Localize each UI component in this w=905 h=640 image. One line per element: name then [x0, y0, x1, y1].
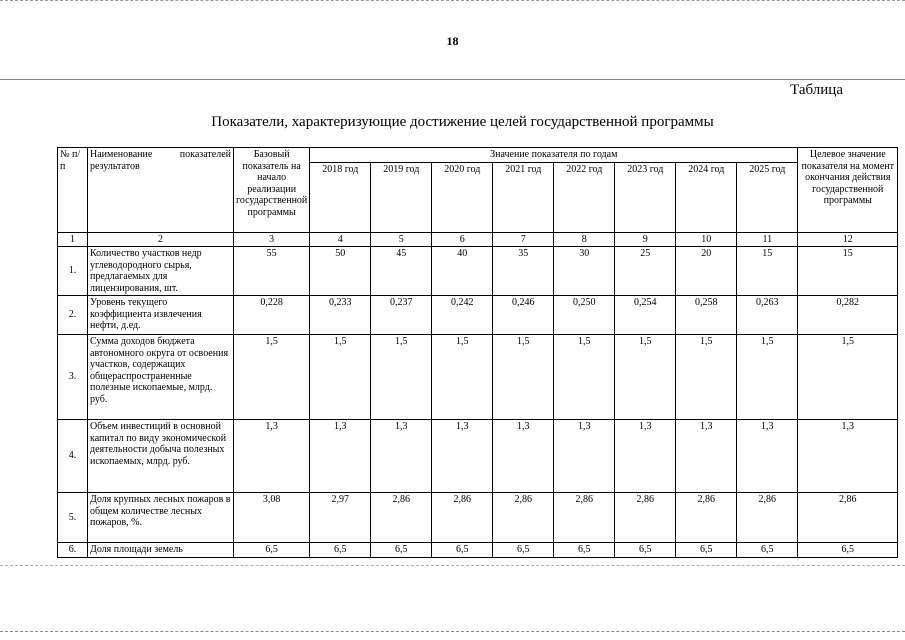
- header-name: Наименование показателей результатов: [88, 148, 234, 233]
- year-value: 0,258: [676, 296, 737, 335]
- row-number: 1.: [58, 247, 88, 296]
- header-row: [58, 148, 898, 163]
- year-value: 2,86: [371, 493, 432, 543]
- year-value: 45: [371, 247, 432, 296]
- year-value: 30: [554, 247, 615, 296]
- target-value: 1,5: [798, 335, 898, 420]
- table-row: [58, 420, 898, 493]
- year-value: 2,86: [676, 493, 737, 543]
- indicator-name: Уровень текущего коэффициента извлечения нефти, д.ед.: [88, 296, 234, 335]
- year-value: 1,5: [615, 335, 676, 420]
- year-value: 1,5: [310, 335, 371, 420]
- table-row: [58, 247, 898, 296]
- year-value: 1,3: [737, 420, 798, 493]
- year-value: 0,242: [432, 296, 493, 335]
- year-value: 0,254: [615, 296, 676, 335]
- row-number: 4.: [58, 420, 88, 493]
- indicator-name: Доля крупных лесных пожаров в общем количестве лесных пожаров, %.: [88, 493, 234, 543]
- year-value: 6,5: [310, 543, 371, 558]
- header-years-group: Значение показателя по годам: [310, 148, 798, 163]
- year-value: 2,86: [493, 493, 554, 543]
- indicator-name: Объем инвестиций в основной капитал по виду экономической деятельности добыча полезных ископаемых, млрд. руб.: [88, 420, 234, 493]
- year-value: 35: [493, 247, 554, 296]
- target-value: 6,5: [798, 543, 898, 558]
- indicator-name: Доля площади земель: [88, 543, 234, 558]
- year-value: 1,3: [615, 420, 676, 493]
- year-value: 0,250: [554, 296, 615, 335]
- column-number: 8: [554, 232, 615, 247]
- year-value: 1,5: [676, 335, 737, 420]
- year-value: 15: [737, 247, 798, 296]
- header-target: Целевое значение показателя на момент окончания действия государственной программы: [798, 148, 898, 233]
- year-value: 1,5: [554, 335, 615, 420]
- year-value: 1,3: [554, 420, 615, 493]
- header-year: 2025 год: [737, 162, 798, 232]
- year-value: 2,86: [737, 493, 798, 543]
- column-number: 3: [234, 232, 310, 247]
- base-value: 1,5: [234, 335, 310, 420]
- top-page-edge: [0, 0, 905, 1]
- table-row: [58, 296, 898, 335]
- year-value: 2,86: [554, 493, 615, 543]
- header-base: Базовый показатель на начало реализации государственной программы: [234, 148, 310, 233]
- year-value: 1,3: [310, 420, 371, 493]
- table-title: Показатели, характеризующие достижение целей государственной программы: [211, 114, 714, 130]
- header-year: 2018 год: [310, 162, 371, 232]
- year-value: 0,246: [493, 296, 554, 335]
- year-value: 0,233: [310, 296, 371, 335]
- base-value: 55: [234, 247, 310, 296]
- year-value: 1,5: [432, 335, 493, 420]
- year-value: 2,86: [432, 493, 493, 543]
- header-year: 2023 год: [615, 162, 676, 232]
- header-year: 2021 год: [493, 162, 554, 232]
- base-value: 0,228: [234, 296, 310, 335]
- column-number: 9: [615, 232, 676, 247]
- year-value: 50: [310, 247, 371, 296]
- year-value: 1,5: [737, 335, 798, 420]
- year-value: 6,5: [737, 543, 798, 558]
- year-value: 6,5: [432, 543, 493, 558]
- row-number: 5.: [58, 493, 88, 543]
- header-year: 2019 год: [371, 162, 432, 232]
- year-value: 1,3: [371, 420, 432, 493]
- header-year: 2024 год: [676, 162, 737, 232]
- indicator-name: Сумма доходов бюджета автономного округа от освоения участков, содержащих общераспространенные полезные ископаемые, млрд. руб.: [88, 335, 234, 420]
- target-value: 1,3: [798, 420, 898, 493]
- year-value: 1,3: [493, 420, 554, 493]
- year-value: 1,5: [371, 335, 432, 420]
- column-number: 10: [676, 232, 737, 247]
- page-number: 18: [446, 34, 459, 48]
- header-num: № п/п: [58, 148, 88, 233]
- row-number: 6.: [58, 543, 88, 558]
- table-row: [58, 335, 898, 420]
- indicators-table: [57, 147, 898, 558]
- year-value: 6,5: [493, 543, 554, 558]
- year-value: 6,5: [615, 543, 676, 558]
- year-value: 6,5: [554, 543, 615, 558]
- year-value: 1,5: [493, 335, 554, 420]
- column-number: 12: [798, 232, 898, 247]
- year-value: 25: [615, 247, 676, 296]
- base-value: 1,3: [234, 420, 310, 493]
- year-value: 40: [432, 247, 493, 296]
- column-number: 5: [371, 232, 432, 247]
- year-value: 20: [676, 247, 737, 296]
- year-value: 2,97: [310, 493, 371, 543]
- indicator-name: Количество участков недр углеводородного сырья, предлагаемых для лицензирования, шт.: [88, 247, 234, 296]
- year-value: 1,3: [432, 420, 493, 493]
- column-number: 4: [310, 232, 371, 247]
- row-number: 2.: [58, 296, 88, 335]
- table-row: [58, 493, 898, 543]
- table-label: Таблица: [790, 82, 843, 98]
- column-number: 2: [88, 232, 234, 247]
- year-value: 1,3: [676, 420, 737, 493]
- year-value: 6,5: [371, 543, 432, 558]
- year-value: 6,5: [676, 543, 737, 558]
- column-number: 6: [432, 232, 493, 247]
- header-year: 2022 год: [554, 162, 615, 232]
- target-value: 2,86: [798, 493, 898, 543]
- target-value: 15: [798, 247, 898, 296]
- page-separator: [0, 79, 905, 80]
- target-value: 0,282: [798, 296, 898, 335]
- header-year: 2020 год: [432, 162, 493, 232]
- column-number: 1: [58, 232, 88, 247]
- row-number: 3.: [58, 335, 88, 420]
- base-value: 3,08: [234, 493, 310, 543]
- year-value: 0,237: [371, 296, 432, 335]
- base-value: 6,5: [234, 543, 310, 558]
- scan-bottom-edge: [0, 631, 905, 632]
- column-number-row: [58, 232, 898, 247]
- column-number: 7: [493, 232, 554, 247]
- year-value: 0,263: [737, 296, 798, 335]
- page-bottom-edge: [0, 565, 905, 566]
- year-value: 2,86: [615, 493, 676, 543]
- column-number: 11: [737, 232, 798, 247]
- table-row: [58, 543, 898, 558]
